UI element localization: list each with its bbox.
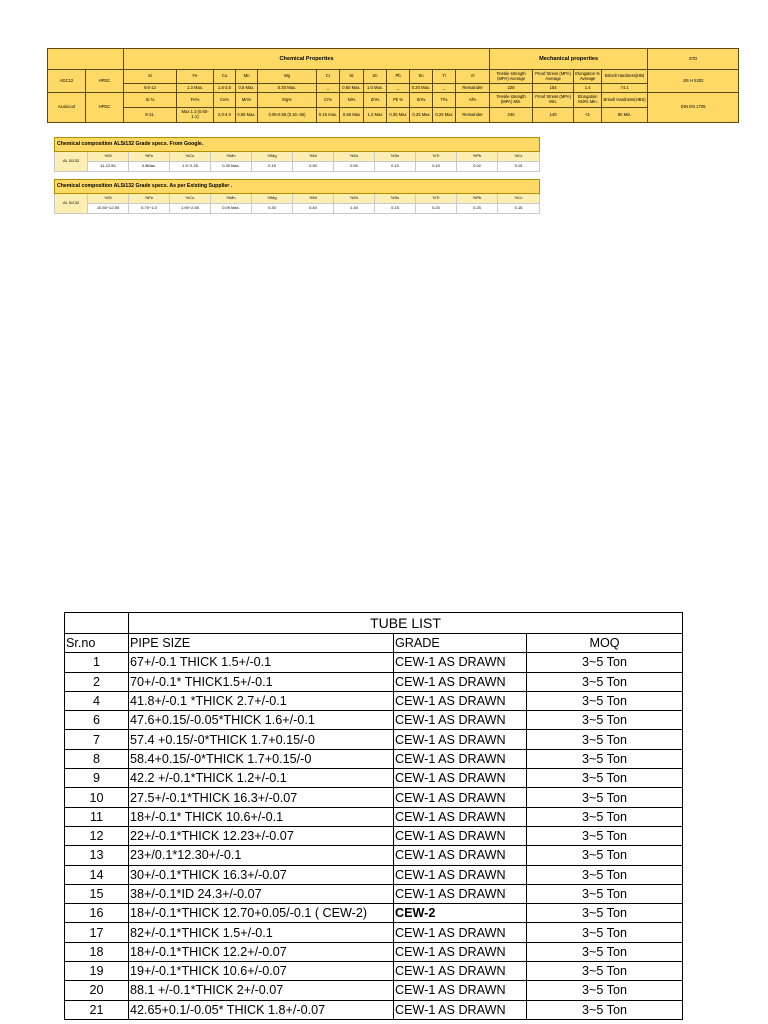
moq-cell: 3~5 Ton xyxy=(527,962,683,981)
moq-cell: 3~5 Ton xyxy=(527,826,683,845)
element-header: %Cr xyxy=(498,152,540,162)
pipe-size-cell: 42.2 +/-0.1*THICK 1.2+/-0.1 xyxy=(129,769,394,788)
table-row xyxy=(65,788,683,807)
element-value: _ xyxy=(433,84,456,93)
table-row xyxy=(65,769,683,788)
element-label: Fe% xyxy=(177,93,214,108)
element-label: Zn% xyxy=(364,93,387,108)
element-value: 0.30 xyxy=(252,204,293,214)
element-header: %Cu xyxy=(170,152,211,162)
element-label: Cu% xyxy=(214,93,236,108)
mech-label: Elongation % Average xyxy=(574,70,602,84)
table-row xyxy=(65,846,683,865)
element-label: Si % xyxy=(124,93,177,108)
element-label: Sn% xyxy=(410,93,433,108)
element-header: %Sn xyxy=(375,152,416,162)
sr-cell: 10 xyxy=(65,788,129,807)
element-header: %Pb xyxy=(457,152,498,162)
moq-cell: 3~5 Ton xyxy=(527,865,683,884)
grade-cell: CEW-1 AS DRAWN xyxy=(394,730,527,749)
element-header: %Mg xyxy=(252,194,293,204)
element-value: 0.90 xyxy=(334,162,375,172)
element-value: 1.3 Max. xyxy=(177,84,214,93)
mech-value: 74.1 xyxy=(602,84,648,93)
element-header: %Si xyxy=(88,152,129,162)
sr-cell: 20 xyxy=(65,981,129,1000)
pipe-size-cell: 88.1 +/-0.1*THICK 2+/-0.07 xyxy=(129,981,394,1000)
grade-cell: CEW-1 AS DRAWN xyxy=(394,749,527,768)
sr-cell: 4 xyxy=(65,691,129,710)
element-label: Ti% xyxy=(433,93,456,108)
element-header: %Mn xyxy=(211,152,252,162)
table-row xyxy=(65,865,683,884)
grade-cell: CEW-1 AS DRAWN xyxy=(394,826,527,845)
element-header: %Cu xyxy=(170,194,211,204)
table-row xyxy=(65,826,683,845)
sr-cell: 13 xyxy=(65,846,129,865)
element-value: 0.8Max. xyxy=(129,162,170,172)
col-header-grade: GRADE xyxy=(394,634,527,653)
pipe-size-cell: 57.4 +0.15/-0*THICK 1.7+0.15/-0 xyxy=(129,730,394,749)
mech-value: 228 xyxy=(490,84,533,93)
tube-list-table xyxy=(64,612,683,1020)
mech-label: Elongation A50% Min. xyxy=(574,93,602,108)
table-row xyxy=(65,711,683,730)
sr-cell: 7 xyxy=(65,730,129,749)
element-value: 1.5-3.5 xyxy=(214,84,236,93)
element-value: 0.55 Max xyxy=(340,108,364,123)
element-label: Cr xyxy=(317,70,340,84)
chem-composition-title: Chemical composition ALSi132 Grade specs. From Google. xyxy=(55,138,540,152)
element-value: 1.5~2.25 xyxy=(170,162,211,172)
element-label: Al% xyxy=(456,93,490,108)
element-value: 0.15 xyxy=(498,204,540,214)
mech-value: <1 xyxy=(574,108,602,123)
mech-label: Brinell Hardness(HBS) xyxy=(602,93,648,108)
pipe-size-cell: 82+/-0.1*THICK 1.5+/-0.1 xyxy=(129,923,394,942)
element-value: 0.15 max. xyxy=(317,108,340,123)
element-label: Zn xyxy=(364,70,387,84)
element-value: 2.0-4.0 xyxy=(214,108,236,123)
mech-label: Tensile strength (MPA) Average xyxy=(490,70,533,84)
spec-sheet-table xyxy=(47,48,739,123)
element-header: %Fe xyxy=(129,152,170,162)
moq-cell: 3~5 Ton xyxy=(527,807,683,826)
grade-cell: CEW-1 AS DRAWN xyxy=(394,711,527,730)
table-row xyxy=(65,749,683,768)
sr-cell: 19 xyxy=(65,962,129,981)
element-value: 9.6-12 xyxy=(124,84,177,93)
pipe-size-cell: 27.5+/-0.1*THICK 16.3+/-0.07 xyxy=(129,788,394,807)
element-value: 0.25 xyxy=(457,204,498,214)
grade-cell: CEW-1 AS DRAWN xyxy=(394,884,527,903)
element-value: Remainder xyxy=(456,84,490,93)
table-row xyxy=(65,807,683,826)
table-row xyxy=(65,942,683,961)
moq-cell: 3~5 Ton xyxy=(527,846,683,865)
pipe-size-cell: 42.65+0.1/-0.05* THICK 1.8+/-0.07 xyxy=(129,1000,394,1019)
grade-cell: CEW-1 AS DRAWN xyxy=(394,672,527,691)
element-value: 1.0 Max. xyxy=(364,84,387,93)
element-label: Si xyxy=(124,70,177,84)
table-row xyxy=(65,904,683,923)
sr-cell: 9 xyxy=(65,769,129,788)
sr-cell: 21 xyxy=(65,1000,129,1019)
element-value: 1.90~2.50 xyxy=(170,204,211,214)
pipe-size-cell: 19+/-0.1*THICK 10.6+/-0.07 xyxy=(129,962,394,981)
moq-cell: 3~5 Ton xyxy=(527,1000,683,1019)
chem-composition-google-table xyxy=(54,137,540,172)
element-value: 0.10 xyxy=(416,162,457,172)
element-label: Pb xyxy=(387,70,410,84)
element-label: Mn xyxy=(236,70,258,84)
element-value: 10.50~12.50 xyxy=(88,204,129,214)
element-header: %Zn xyxy=(334,152,375,162)
col-header-srno: Sr.no xyxy=(65,634,129,653)
element-value: 0.35 Max xyxy=(387,108,410,123)
pipe-size-cell: 23+/0.1*12.30+/-0.1 xyxy=(129,846,394,865)
sr-cell: 15 xyxy=(65,884,129,903)
tube-list-title: TUBE LIST xyxy=(129,613,683,634)
element-value: _ xyxy=(317,84,340,93)
moq-cell: 3~5 Ton xyxy=(527,942,683,961)
table-row xyxy=(65,672,683,691)
element-header: %Si xyxy=(88,194,129,204)
element-value: 0.30 Max. xyxy=(211,162,252,172)
grade-cell: CEW-1 AS DRAWN xyxy=(394,1000,527,1019)
chem-composition-supplier-table xyxy=(54,179,540,214)
grade-cell: AL Si132 xyxy=(55,194,88,214)
sr-cell: 18 xyxy=(65,942,129,961)
pipe-size-cell: 18+/-0.1* THICK 10.6+/-0.1 xyxy=(129,807,394,826)
element-label: Ni xyxy=(340,70,364,84)
element-header: %Ti xyxy=(416,194,457,204)
moq-cell: 3~5 Ton xyxy=(527,884,683,903)
sr-cell: 12 xyxy=(65,826,129,845)
element-header: %Sn xyxy=(375,194,416,204)
mech-value: 154 xyxy=(533,84,574,93)
element-value: 0.02 xyxy=(457,162,498,172)
sr-cell: 14 xyxy=(65,865,129,884)
element-value: 0.50 Max. xyxy=(340,84,364,93)
element-value: 0.15 xyxy=(252,162,293,172)
moq-cell: 3~5 Ton xyxy=(527,769,683,788)
element-header: %Fe xyxy=(129,194,170,204)
element-value: 0.25 Max xyxy=(433,108,456,123)
tube-list-body xyxy=(65,653,683,1020)
grade-cell: CEW-1 AS DRAWN xyxy=(394,769,527,788)
grade-cell: ADC12 xyxy=(48,70,86,93)
element-label: Mg xyxy=(258,70,317,84)
pipe-size-cell: 38+/-0.1*ID 24.3+/-0.07 xyxy=(129,884,394,903)
mech-label: Proof Stress (MPA) Min. xyxy=(533,93,574,108)
tube-title-spacer xyxy=(65,613,129,634)
element-value: Max 1.3 (0.60-1.1) xyxy=(177,108,214,123)
element-value: 0.15 xyxy=(375,204,416,214)
element-value: 0.09 Max. xyxy=(211,204,252,214)
element-header: %Pb xyxy=(457,194,498,204)
moq-cell: 3~5 Ton xyxy=(527,691,683,710)
sr-cell: 8 xyxy=(65,749,129,768)
table-row xyxy=(65,962,683,981)
element-value: 0.15 xyxy=(498,162,540,172)
element-value: 0.05-0.55 (0.15-.55) xyxy=(258,108,317,123)
moq-cell: 3~5 Ton xyxy=(527,730,683,749)
moq-cell: 3~5 Ton xyxy=(527,749,683,768)
chem-composition-title: Chemical composition ALSi132 Grade specs. As per Existing Supplier . xyxy=(55,180,540,194)
grade-cell: CEW-1 AS DRAWN xyxy=(394,962,527,981)
element-value: 0.55 Max. xyxy=(236,108,258,123)
element-label: Mg% xyxy=(258,93,317,108)
pipe-size-cell: 67+/-0.1 THICK 1.5+/-0.1 xyxy=(129,653,394,672)
element-label: Ti xyxy=(433,70,456,84)
pipe-size-cell: 22+/-0.1*THICK 12.23+/-0.07 xyxy=(129,826,394,845)
standard-cell: JIS H 5302 xyxy=(648,70,739,93)
element-label: Ni% xyxy=(340,93,364,108)
pipe-size-cell: 18+/-0.1*THICK 12.2+/-0.07 xyxy=(129,942,394,961)
pipe-size-cell: 30+/-0.1*THICK 16.3+/-0.07 xyxy=(129,865,394,884)
pipe-size-cell: 70+/-0.1* THICK1.5+/-0.1 xyxy=(129,672,394,691)
element-value: 8-11. xyxy=(124,108,177,123)
spec-corner xyxy=(48,49,124,70)
element-value: 1.40 xyxy=(334,204,375,214)
col-header-pipe-size: PIPE SIZE xyxy=(129,634,394,653)
element-label: Fe xyxy=(177,70,214,84)
grade-cell: CEW-1 AS DRAWN xyxy=(394,691,527,710)
moq-cell: 3~5 Ton xyxy=(527,653,683,672)
grade-cell: CEW-1 AS DRAWN xyxy=(394,807,527,826)
element-value: 0.70~1.0 xyxy=(129,204,170,214)
element-label: Pb % xyxy=(387,93,410,108)
moq-cell: 3~5 Ton xyxy=(527,981,683,1000)
col-header-moq: MOQ xyxy=(527,634,683,653)
element-label: Cu xyxy=(214,70,236,84)
pipe-size-cell: 18+/-0.1*THICK 12.70+0.05/-0.1 ( CEW-2) xyxy=(129,904,394,923)
grade-cell: CEW-1 AS DRAWN xyxy=(394,942,527,961)
pipe-size-cell: 58.4+0.15/-0*THICK 1.7+0.15/-0 xyxy=(129,749,394,768)
element-value: 0.30 xyxy=(293,162,334,172)
moq-cell: 3~5 Ton xyxy=(527,672,683,691)
table-row xyxy=(65,884,683,903)
element-value: 1.2 Max xyxy=(364,108,387,123)
table-row xyxy=(65,653,683,672)
element-header: %Ni xyxy=(293,194,334,204)
grade-cell: CEW-1 AS DRAWN xyxy=(394,788,527,807)
element-value: Remainder xyxy=(456,108,490,123)
element-label: Mn% xyxy=(236,93,258,108)
element-value: _ xyxy=(387,84,410,93)
mech-value: 140 xyxy=(533,108,574,123)
sr-cell: 6 xyxy=(65,711,129,730)
sr-cell: 1 xyxy=(65,653,129,672)
grade-cell: CEW-2 xyxy=(394,904,527,923)
process-cell: HPDC xyxy=(86,93,124,123)
table-row xyxy=(65,923,683,942)
element-label: Al xyxy=(456,70,490,84)
element-value: 0.5 Max. xyxy=(236,84,258,93)
table-row xyxy=(65,691,683,710)
moq-cell: 3~5 Ton xyxy=(527,711,683,730)
mech-value: 80 Min. xyxy=(602,108,648,123)
sr-cell: 2 xyxy=(65,672,129,691)
process-cell: HPDC xyxy=(86,70,124,93)
element-header: %Ni xyxy=(293,152,334,162)
mech-label: Brinell Hardness(HB) xyxy=(602,70,648,84)
grade-cell: CEW-1 AS DRAWN xyxy=(394,981,527,1000)
element-value: 0.25 Max xyxy=(410,108,433,123)
element-label: Cr% xyxy=(317,93,340,108)
element-header: %Mn xyxy=(211,194,252,204)
grade-cell: AL Si132 xyxy=(55,152,88,172)
sr-cell: 11 xyxy=(65,807,129,826)
element-header: %Ti xyxy=(416,152,457,162)
table-row xyxy=(65,1000,683,1019)
moq-cell: 3~5 Ton xyxy=(527,788,683,807)
element-header: %Mg xyxy=(252,152,293,162)
std-header: STD xyxy=(648,49,739,70)
element-value: 0.40 xyxy=(293,204,334,214)
element-header: %Zn xyxy=(334,194,375,204)
mech-value: 240 xyxy=(490,108,533,123)
mech-label: Tensile strength (MPA) Min. xyxy=(490,93,533,108)
sr-cell: 17 xyxy=(65,923,129,942)
element-header: %Cr xyxy=(498,194,540,204)
chemical-properties-header: Chemical Properties xyxy=(124,49,490,70)
element-value: 0.30 Max. xyxy=(258,84,317,93)
mech-value: 1.4 xyxy=(574,84,602,93)
moq-cell: 3~5 Ton xyxy=(527,904,683,923)
pipe-size-cell: 47.6+0.15/-0.05*THICK 1.6+/-0.1 xyxy=(129,711,394,730)
mech-label: Proof Stress (MPA) Average xyxy=(533,70,574,84)
element-value: 0.20 Max. xyxy=(410,84,433,93)
grade-cell: CEW-1 AS DRAWN xyxy=(394,865,527,884)
table-row xyxy=(65,730,683,749)
grade-cell: CEW-1 AS DRAWN xyxy=(394,846,527,865)
element-value: 0.10 xyxy=(375,162,416,172)
grade-cell: ALsiocu3 xyxy=(48,93,86,123)
mechanical-properties-header: Mechanical properties xyxy=(490,49,648,70)
grade-cell: CEW-1 AS DRAWN xyxy=(394,653,527,672)
element-label: Sn xyxy=(410,70,433,84)
grade-cell: CEW-1 AS DRAWN xyxy=(394,923,527,942)
element-value: 0.20 xyxy=(416,204,457,214)
element-value: 11-12.50 xyxy=(88,162,129,172)
table-row xyxy=(65,981,683,1000)
moq-cell: 3~5 Ton xyxy=(527,923,683,942)
pipe-size-cell: 41.8+/-0.1 *THICK 2.7+/-0.1 xyxy=(129,691,394,710)
standard-cell: DIN EN 1706 xyxy=(648,93,739,123)
sr-cell: 16 xyxy=(65,904,129,923)
